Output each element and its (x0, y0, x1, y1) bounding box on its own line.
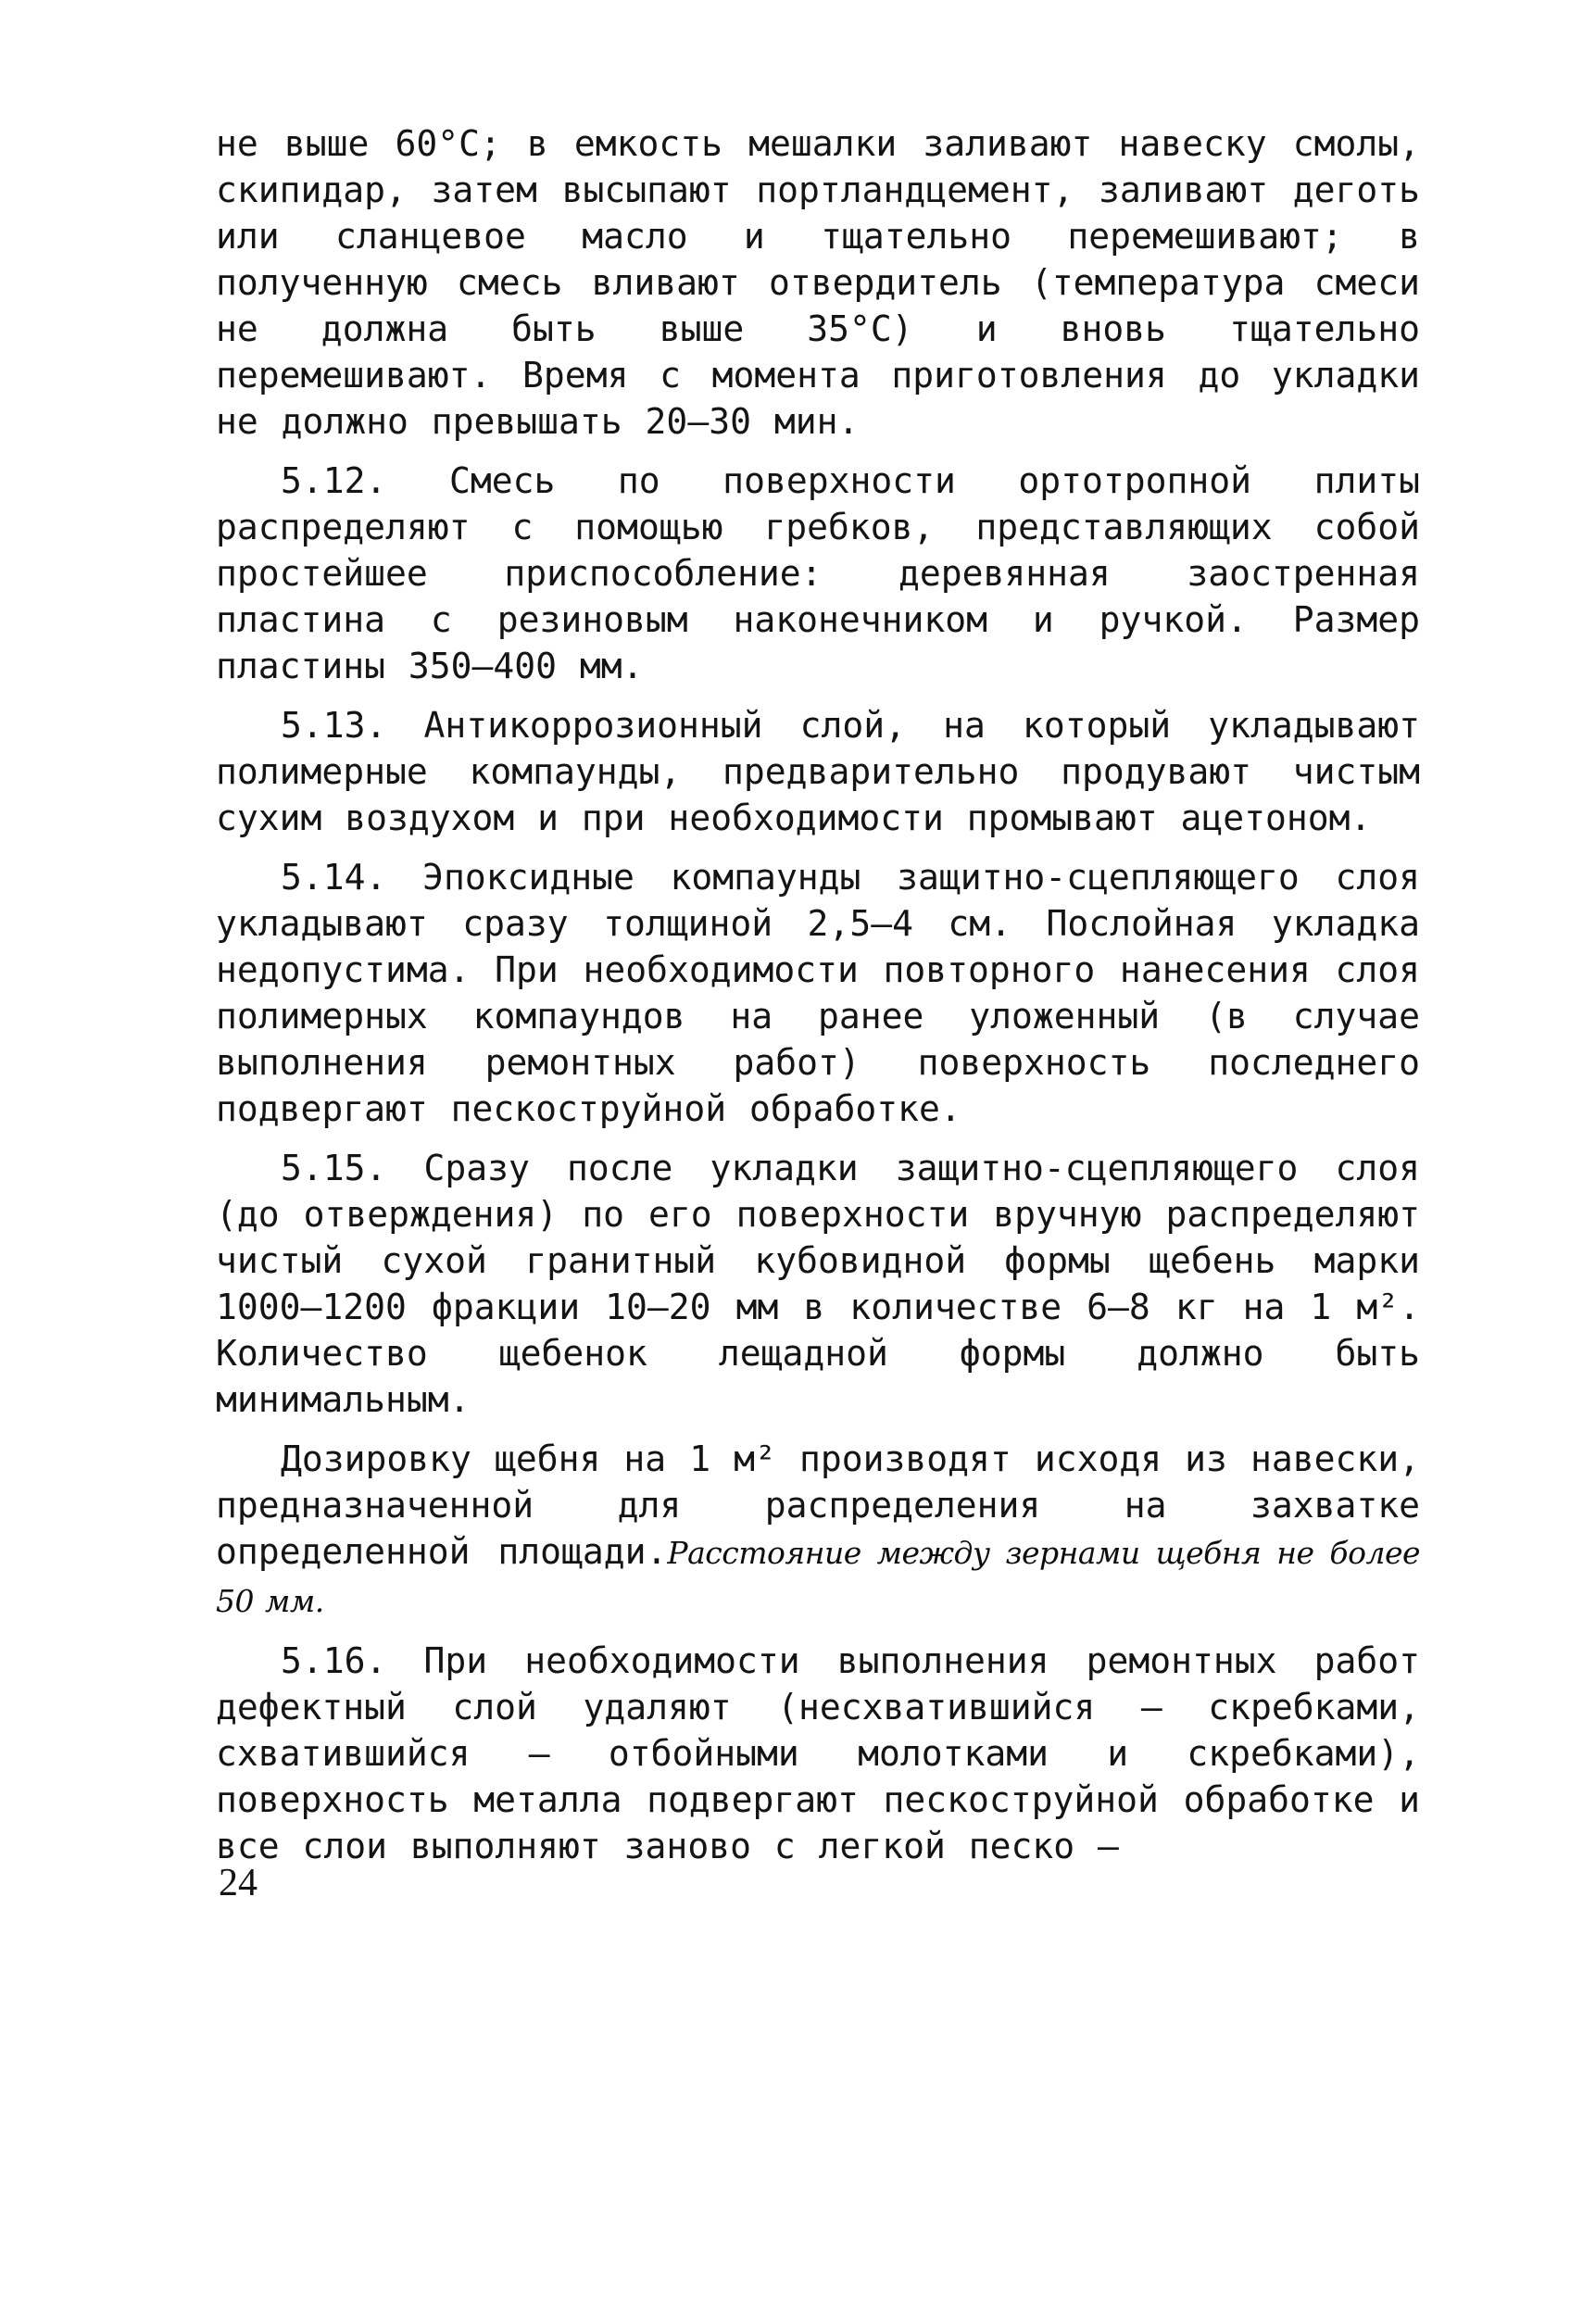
paragraph-5-15: 5.15. Сразу после укладки защитно-сцепляющего слоя (до отверждения) по его поверхности вручную распределяют чистый сухой гранитный кубовидной формы щебень марки 1000–1200 фракции 10–20 мм в количестве 6–8 кг на 1 м². Количество щебенок лещадной формы должно быть минимальным. (216, 1148, 1420, 1420)
paragraph-5-13: 5.13. Антикоррозионный слой, на который укладывают полимерные компаунды, предварительно продувают чистым сухим воздухом и при необходимости промывают ацетоном. (216, 705, 1420, 838)
paragraph-5-16: 5.16. При необходимости выполнения ремонтных работ дефектный слой удаляют (несхватившийся – скребками, схватившийся – отбойными молотками и скребками), поверхность металла подвергают пескоструйной обработке и все слои выполняют заново с легкой песко – (216, 1640, 1420, 1866)
handwritten-note: Расстояние между зернами щебня не более 50 мм. (216, 1535, 1421, 1619)
paragraph-continuation: не выше 60°С; в емкость мешалки заливают навеску смолы, скипидар, затем высыпают портландцемент, заливают деготь или сланцевое масло и тщательно перемешивают; в полученную смесь вливают отвердитель (температура смеси не должна быть выше 35°С) и вновь тщательно перемешивают. Время с момента приготовления до укладки не должно превышать 20–30 мин. (216, 123, 1420, 442)
paragraph-5-14: 5.14. Эпоксидные компаунды защитно-сцепляющего слоя укладывают сразу толщиной 2,5–4 см. Послойная укладка недопустима. При необходимости повторного нанесения слоя полимерных компаундов на ранее уложенный (в случае выполнения ремонтных работ) поверхность последнего подвергают пескоструйной обработке. (216, 857, 1420, 1129)
body-text (216, 120, 1420, 1869)
page-number: 24 (219, 1862, 258, 1904)
paragraph-5-12: 5.12. Смесь по поверхности ортотропной плиты распределяют с помощью гребков, представляющих собой простейшее приспособление: деревянная заостренная пластина с резиновым наконечником и ручкой. Размер пластины 350–400 мм. (216, 460, 1420, 686)
dosage-typed-text: Дозировку щебня на 1 м² производят исходя из навески, предназначенной для распределения на захватке определенной площади. (216, 1438, 1420, 1572)
paragraph-dosage (216, 1436, 1420, 1625)
